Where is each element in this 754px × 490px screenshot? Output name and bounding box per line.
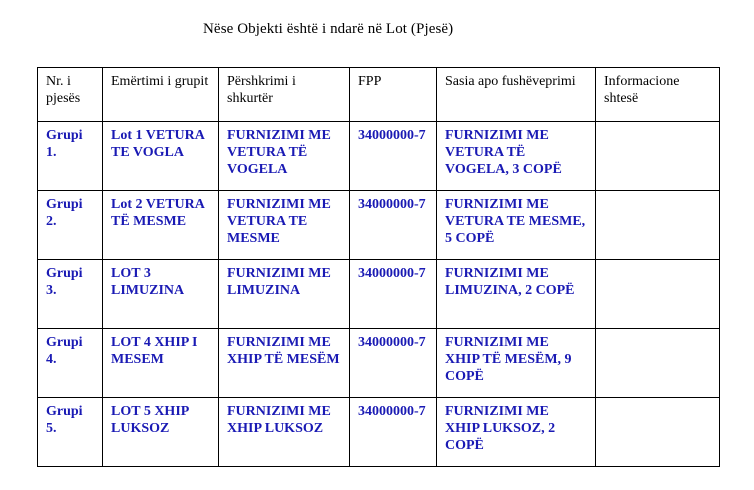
- cell-quantity: FURNIZIMI ME XHIP LUKSOZ, 2 COPË: [437, 398, 596, 467]
- table-row: [38, 398, 720, 467]
- cell-group-name: Lot 2 VETURA TË MESME: [103, 191, 219, 260]
- cell-fpp: 34000000-7: [350, 191, 437, 260]
- header-group-name: Emërtimi i grupit: [103, 68, 219, 122]
- cell-description: FURNIZIMI ME VETURA TE MESME: [219, 191, 350, 260]
- cell-additional-info: [596, 260, 720, 329]
- cell-part-number: Grupi 4.: [38, 329, 103, 398]
- cell-fpp: 34000000-7: [350, 398, 437, 467]
- cell-additional-info: [596, 191, 720, 260]
- cell-fpp: 34000000-7: [350, 260, 437, 329]
- header-quantity: Sasia apo fushëveprimi: [437, 68, 596, 122]
- cell-additional-info: [596, 122, 720, 191]
- cell-part-number: Grupi 5.: [38, 398, 103, 467]
- table-row: [38, 260, 720, 329]
- cell-group-name: Lot 1 VETURA TE VOGLA: [103, 122, 219, 191]
- header-short-description: Përshkrimi i shkurtër: [219, 68, 350, 122]
- cell-group-name: LOT 4 XHIP I MESEM: [103, 329, 219, 398]
- table-row: [38, 122, 720, 191]
- table-row: [38, 329, 720, 398]
- cell-group-name: LOT 5 XHIP LUKSOZ: [103, 398, 219, 467]
- cell-part-number: Grupi 1.: [38, 122, 103, 191]
- cell-description: FURNIZIMI ME XHIP TË MESËM: [219, 329, 350, 398]
- cell-fpp: 34000000-7: [350, 329, 437, 398]
- cell-quantity: FURNIZIMI ME VETURA TE MESME, 5 COPË: [437, 191, 596, 260]
- lots-table: [37, 67, 720, 467]
- header-part-number: Nr. i pjesës: [38, 68, 103, 122]
- cell-quantity: FURNIZIMI ME LIMUZINA, 2 COPË: [437, 260, 596, 329]
- header-additional-info: Informacione shtesë: [596, 68, 720, 122]
- document-title: Nëse Objekti është i ndarë në Lot (Pjesë): [203, 21, 454, 37]
- header-fpp: FPP: [350, 68, 437, 122]
- cell-part-number: Grupi 3.: [38, 260, 103, 329]
- cell-description: FURNIZIMI ME VETURA TË VOGELA: [219, 122, 350, 191]
- table-row: [38, 191, 720, 260]
- table-header-row: [38, 68, 720, 122]
- cell-fpp: 34000000-7: [350, 122, 437, 191]
- cell-quantity: FURNIZIMI ME XHIP TË MESËM, 9 COPË: [437, 329, 596, 398]
- cell-quantity: FURNIZIMI ME VETURA TË VOGELA, 3 COPË: [437, 122, 596, 191]
- cell-additional-info: [596, 398, 720, 467]
- cell-additional-info: [596, 329, 720, 398]
- cell-group-name: LOT 3 LIMUZINA: [103, 260, 219, 329]
- cell-description: FURNIZIMI ME LIMUZINA: [219, 260, 350, 329]
- cell-description: FURNIZIMI ME XHIP LUKSOZ: [219, 398, 350, 467]
- cell-part-number: Grupi 2.: [38, 191, 103, 260]
